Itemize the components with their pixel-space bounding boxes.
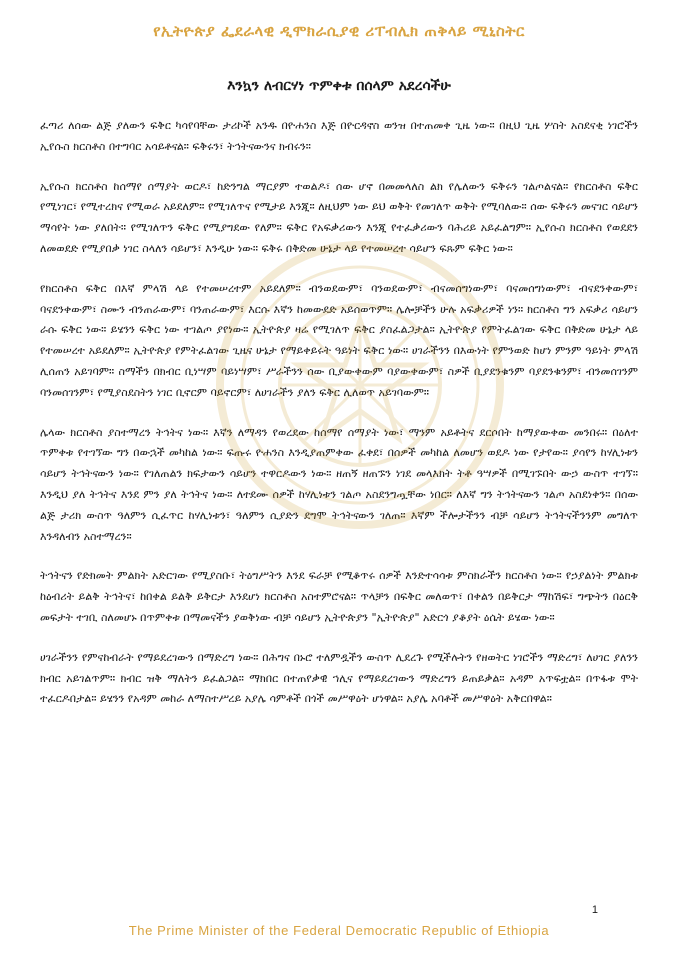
document-title: እንኳን ለብርሃነ ጥምቀቱ በሰላም አደረሳችሁ: [227, 78, 451, 94]
page-number: 1: [591, 904, 598, 916]
body-paragraph: የክርስቶስ ፍቅር በእኛ ምላሽ ላይ የተመሠረተም አይደለም። ብንወደውም፣ ባንወደውም፣ ብናመሰግነውም፣ ባናመሰግነውም፣ ብናደንቀውም፣ ባናደንቀውም፣ ስሙን ብንጠራውም፣ ባንጠራውም፣ እርሱ እኛን ከመውደድ አይሰወጥም። ሌሎቻችን ሁሉ አፍቃሪዎች ነን። ክርስቶስ ግን አፍቃሪ ሳይሆን ራሱ ፍቅር ነው። ይሄንን ፍቅር ነው ተገልጦ ያየነው። ኢትዮጵያ ዛሬ የሚገለጥ ፍቅር ያስፈልጋታል። ኢትዮጵያ የምትፈልገው ፍቅር በቅድመ ሁኔታ ላይ የተመሠረተ አይደለም። ኢትዮጵያ የምትፈልገው ጊዜና ሁኔታ የማይቀይሩት ዓይነት ፍቅር ነው። ሀገራችንን በእውነት የምንወድ ከሆነ ምንም ዓይነት ምላሽ ሊሰጠን አይገባም። ስማችን በክብር ቢነሣም ባይነሣም፣ ሥራችንን ሰው ቢያውቀውም ባያውቀውም፣ ስዎች ቢያደንቁንም ባያደንቁንም፣ ብንመሰገንም ባንመሰገንም፣ የሚያስደስትን ነገር ቢኖርም ባይኖርም፣ ለሀገራችን ያለን ፍቅር ሊለወጥ አይገባውም።: [40, 281, 638, 399]
letterhead-footer: The Prime Minister of the Federal Democratic Republic of Ethiopia: [128, 923, 550, 938]
body-paragraph: ሀገራችንን የምናከብራት የማይደረገውን በማድረግ ነው። በሕግና በኑሮ ተለምዷችን ውስጥ ሊደረጉ የሚችሉትን የዘወትር ነገሮችን ማድረግ፣ ለሀገር ያለንን ክብር አይገልጥም። ክብር ዝቅ ማለትን ይፈልጋል። ማክበር በተጠየቃዊ ኀሊና የማይደረገውን ማድረግን ይጠይቃል። አዳም አጥፍቷል። በጥፋቱ ሞት ተፈርዶበታል። ይሄንን የአዳም መከራ ለማስተሥረይ አያሌ ሳምቶች በጎች መሥዋዕት ሆነዋል። አያሌ አባቶች መሥዋዕት አቅርበዋል።: [40, 650, 638, 706]
letterhead-title: የኢትዮጵያ ፌደራላዊ ዲሞክራሲያዊ ሪፐብሊክ ጠቅላይ ሚኒስትር: [153, 22, 525, 40]
body-paragraph: ፈጣሪ ለሰው ልጅ ያለውን ፍቅር ካሳየባቸው ታሪኮች አንዱ በዮሐንስ እጅ በዮርዳኖስ ወንዝ በተጠመቀ ጊዜ ነው። በዚህ ጊዜ ሦስት አስደናቂ ነገሮችን ኢየሱስ ክርስቶስ በተግባር አሳይቶናል። ፍቅሩን፣ ትኅትናውንና ክብሩን።: [40, 119, 638, 153]
body-paragraph: ኢየሱስ ክርስቶስ ከሰማየ ሰማያት ወርዶ፣ ከድንግል ማርያም ተወልዶ፣ ሰው ሆኖ በመመላለስ ልክ የሌለውን ፍቅሩን ገልጦልናል። የክርስቶስ ፍቅር የሚነገር፣ የሚተረክና የሚወራ አይደለም። የሚገለጥና የሚታይ እንጂ። ለዚህም ነው ይህ ወቅት የመገለጥ ወቅት የሚባለው። ሰው ፍቅሩን መናገር ሳይሆን ማሳየት ነው ያለበት። የሚገለጥን ፍቅር የሚያግደው የለም። ፍቅር የአፍቃሪውን እንጂ የተፈቃሪውን ባሕሪይ አይፈልግም። ኢየሱስ ክርስቶስ የወደደን ለመወደድ የሚያበቃ ነገር ስላለን ሳይሆን፣ እንዲሁ ነው። ፍቅሩ በቅድመ ሁኔታ ላይ የተመሠረተ ሳይሆን ፍጹም ፍቅር ነው።: [40, 179, 638, 255]
document-body: [40, 116, 638, 710]
body-paragraph: ሌላው ክርስቶስ ያስተማረን ትኅትና ነው። እኛን ለማዳን የወረደው ከሰማየ ሰማያት ነው፣ ማንም አይቶትና ደርሶበት ከማያውቀው መንበሩ። በዕለተ ጥምቀቱ የተገኘው ግን በውኋች መካከል ነው። ፍጡሩ ዮሐንስ እንዲያጠምቀው ፈቀደ፣ በሰዎች መካከል ለመሆን ወደዶ ነው የታየው። ያሳየን ከሃሊነቱን ሳይሆን ትኅትናውን ነው። የገለጠልን ክፍታውን ሳይሆን ተዋርዶውን ነው። ዘጠኝ ዘጠኙን ነገደ መላእክት ትቶ ዓሣዎች በሚገኙበት ውኃ ውስጥ ተገኘ። እንዲህ ያለ ትኅትና እንደ ምን ያለ ትኅትና ነው። ለተደሙ ሰዎች ከሃሊነቱን ገልጦ አስደንግጧቸው ነበር። ለእኛ ግን ትኅትናውን ገልጦ አስደነቀን። በሰው ልጅ ታሪክ ውስጥ ዓለምን ሲፈጥር ከሃሊነቱን፣ ዓለምን ሲያድን ደግሞ ትኅትናውን ገለጠ። እኛም ችሎታችንን ብቻ ሳይሆን ትኅትናችንንም መግለጥ እንዳለብን አስተማረን።: [40, 425, 638, 543]
body-paragraph: ትኅትናን የድክመት ምልክት አድርገው የሚያስቡ፣ ትዕግሥትን እንደ ፍራቻ የሚቆጥሩ ሰዎች እንድተሳሳቱ ምስክራችን ክርስቶስ ነው። የኃያልነት ምልክቱ ከዕብሪት ይልቅ ትኅትና፣ ከበቀል ይልቅ ይቅርታ እንደሆነ ክርስቶስ አስተምሮናል። ጥላቻን በፍቅር መለወጥ፣ በቀልን በይቅርታ ማከሽፍ፣ ግጭትን በዕርቅ መፍታት ተገቢ ስለመሆኑ በጥምቀቱ በማመናችን ያወቅነው ብቻ ሳይሆን ኢትዮጵያን "ኢትዮጵያ" አድርጎ ያቆያት ዕሴት ይሄው ነው።: [40, 569, 638, 624]
